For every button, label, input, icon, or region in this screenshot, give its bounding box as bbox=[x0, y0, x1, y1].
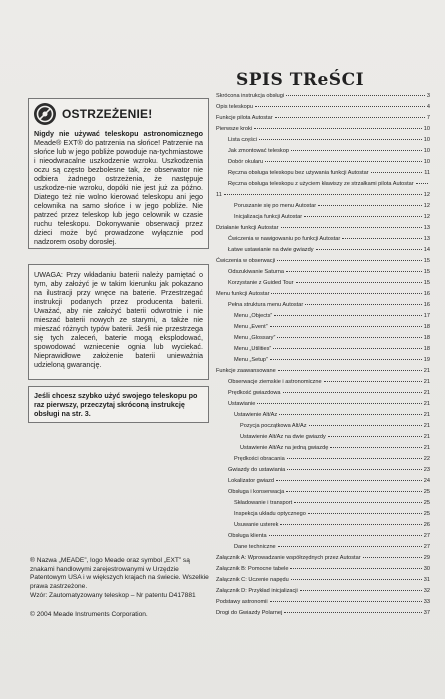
toc-entry-page: 16 bbox=[423, 291, 430, 297]
toc-entry-title: Łatwe ustawianie na dwie gwiazdy bbox=[228, 247, 314, 253]
toc-leader-dots bbox=[276, 480, 422, 481]
warning-body: Meade® EXT® do patrzenia na słońce! Patrzenie na słońce lub w jego pobliże powoduje na-tychmiastowe i nieodwracalne uszkodzenie wzroku. Uszkodzenia oczu są często bezbolesne tak, że obserwator nie odbiera żadnego ostrzeżenia, że następuje uszkodze-nie wzroku, dopóki nie jest już za późno. Diatego też nie wolno kierować teleskopu ani jego celownika na samo słońce i w jego pobliże. Nie patrzeć przez teleskop lub jego celownik w czasie ruchu teleskopu. Dokonywanie obserwacji przez dzieci może być prowadzone wyłącznie pod nadzorem osoby dorosłej. bbox=[34, 138, 203, 246]
toc-leader-dots bbox=[271, 293, 421, 294]
toc-row bbox=[216, 345, 430, 353]
toc-row bbox=[216, 609, 430, 617]
toc-entry-title: Ćwiczenia w obserwacji bbox=[216, 258, 276, 264]
toc-row bbox=[216, 334, 430, 342]
warning-title: OSTRZEŻENIE! bbox=[62, 107, 153, 121]
toc-entry-page: 13 bbox=[423, 225, 430, 231]
toc-leader-dots bbox=[363, 557, 422, 558]
toc-row bbox=[216, 246, 430, 254]
toc-row bbox=[216, 576, 430, 584]
toc-row bbox=[216, 92, 430, 100]
toc-entry-title: Opis teleskopu bbox=[216, 104, 254, 110]
toc-leader-dots bbox=[294, 502, 422, 503]
toc-leader-dots bbox=[279, 414, 422, 415]
toc-leader-dots bbox=[287, 458, 422, 459]
toc-entry-page: 32 bbox=[423, 588, 430, 594]
toc-entry-title: Działanie funkcji Autostar bbox=[216, 225, 279, 231]
toc-entry-page: 10 bbox=[423, 159, 430, 165]
toc-row bbox=[216, 202, 430, 210]
toc-entry-title: Korzystanie z Guided Tour bbox=[228, 280, 294, 286]
toc-leader-dots bbox=[277, 337, 421, 338]
toc-leader-dots bbox=[286, 271, 422, 272]
toc-leader-dots bbox=[280, 524, 421, 525]
toc-row bbox=[216, 543, 430, 551]
toc-leader-dots bbox=[265, 161, 422, 162]
toc-entry-title: Obserwacje ziemskie i astronomiczne bbox=[228, 379, 322, 385]
toc-entry-page: 7 bbox=[426, 115, 430, 121]
toc-leader-dots bbox=[275, 117, 425, 118]
toc-row bbox=[216, 433, 430, 441]
toc-leader-dots bbox=[284, 612, 422, 613]
toc-row bbox=[216, 290, 430, 298]
toc-entry-title: Menu „Glossary” bbox=[234, 335, 276, 341]
toc-entry-title: Załącznik C: Uczenie napędu bbox=[216, 577, 289, 583]
toc-entry-page: 21 bbox=[423, 412, 430, 418]
toc-row bbox=[216, 312, 430, 320]
toc-row bbox=[216, 257, 430, 265]
no-sun-warning-icon bbox=[34, 103, 56, 125]
quick-start-note: Jeśli chcesz szybko użyć swojego teleskopu po raz pierwszy, przeczytaj skróconą instrukcję obsługi na str. 3. bbox=[28, 386, 209, 423]
warning-header bbox=[34, 103, 203, 125]
toc-entry-title: Pierwsze kroki bbox=[216, 126, 253, 132]
toc-row bbox=[216, 191, 430, 199]
toc-entry-title: Menu „Event” bbox=[234, 324, 268, 330]
toc-leader-dots bbox=[330, 447, 421, 448]
toc-leader-dots bbox=[281, 227, 422, 228]
toc-leader-dots bbox=[290, 568, 421, 569]
toc-entry-page: 4 bbox=[426, 104, 430, 110]
toc-entry-title: Drogi do Gwiazdy Polarnej bbox=[216, 610, 283, 616]
toc-row bbox=[216, 400, 430, 408]
toc-entry-page: 18 bbox=[423, 335, 430, 341]
toc-entry-page: 21 bbox=[423, 434, 430, 440]
toc-entry-title: Załącznik D: Przykład inicjalizacji bbox=[216, 588, 298, 594]
toc-entry-page: 27 bbox=[423, 544, 430, 550]
toc-entry-title: Skrócona instrukcja obsługi bbox=[216, 93, 285, 99]
toc-entry-title: Funkcje zaawansowane bbox=[216, 368, 276, 374]
toc-entry-title: Menu „Objects” bbox=[234, 313, 273, 319]
toc-entry-title: Menu funkcji Autostar bbox=[216, 291, 270, 297]
toc-row bbox=[216, 268, 430, 276]
toc-leader-dots bbox=[273, 348, 421, 349]
toc-leader-dots bbox=[416, 183, 428, 184]
toc-row bbox=[216, 301, 430, 309]
toc-leader-dots bbox=[269, 535, 422, 536]
warning-box bbox=[28, 98, 209, 249]
toc-row bbox=[216, 477, 430, 485]
toc-leader-dots bbox=[224, 194, 422, 195]
no-sun-warning-icon-svg bbox=[36, 105, 54, 123]
toc-entry-title: Usuwanie usterek bbox=[234, 522, 279, 528]
toc-entry-title: Lokalizator gwiazd bbox=[228, 478, 275, 484]
toc-entry-page: 29 bbox=[423, 555, 430, 561]
toc-entry-title: Inicjalizacja funkcji Autostar bbox=[234, 214, 303, 220]
patent-note: Wzór: Zautomatyzowany teleskop – Nr patentu D417881 bbox=[30, 592, 196, 599]
toc-entry-page: 21 bbox=[423, 401, 430, 407]
toc-entry-title: Ręczna obsługa teleskopu bez używania funkcji Autostar bbox=[228, 170, 369, 176]
toc-leader-dots bbox=[291, 150, 422, 151]
toc-entry-title: Prędkości obracania bbox=[234, 456, 285, 462]
toc-entry-title: Menu „Setup” bbox=[234, 357, 268, 363]
toc-leader-dots bbox=[291, 579, 422, 580]
toc-entry-title: Menu „Utilities” bbox=[234, 346, 272, 352]
toc-entry-page: 10 bbox=[423, 126, 430, 132]
toc-entry-title: Ustawienie Alt/Az bbox=[234, 412, 278, 418]
toc-entry-page: 25 bbox=[423, 511, 430, 517]
toc-entry-page: 14 bbox=[423, 247, 430, 253]
toc-entry-page: 37 bbox=[423, 610, 430, 616]
toc-entry-page: 15 bbox=[423, 280, 430, 286]
toc-row bbox=[216, 224, 430, 232]
toc-entry-page: 25 bbox=[423, 500, 430, 506]
warning-text bbox=[34, 129, 203, 246]
toc-row bbox=[216, 378, 430, 386]
toc-leader-dots bbox=[342, 238, 422, 239]
toc-entry-title: Dane techniczne bbox=[234, 544, 276, 550]
toc-row bbox=[216, 323, 430, 331]
toc-entry-title: Pełna struktura menu Autostar bbox=[228, 302, 304, 308]
toc-leader-dots bbox=[255, 106, 425, 107]
toc-leader-dots bbox=[270, 601, 422, 602]
toc-row bbox=[216, 444, 430, 452]
toc-entry-page: 23 bbox=[423, 467, 430, 473]
toc-leader-dots bbox=[316, 249, 422, 250]
toc-leader-dots bbox=[287, 469, 422, 470]
toc-entry-page: 30 bbox=[423, 566, 430, 572]
toc-entry-page: 26 bbox=[423, 522, 430, 528]
toc-leader-dots bbox=[308, 513, 422, 514]
toc-row bbox=[216, 114, 430, 122]
toc-entry-title: Załącznik B: Pomocne tabele bbox=[216, 566, 289, 572]
toc-entry-title: Ustawienie Alt/Az na jedną gwiazdę bbox=[240, 445, 329, 451]
toc-entry-title: Pozycja początkowa Alt/Az bbox=[240, 423, 307, 429]
toc-entry-page: 15 bbox=[423, 269, 430, 275]
warning-line1: Nigdy nie używać teleskopu astronomicznego bbox=[34, 129, 203, 138]
toc-entry-page: 19 bbox=[423, 357, 430, 363]
toc-entry-page: 13 bbox=[423, 236, 430, 242]
toc-row bbox=[216, 532, 430, 540]
toc-entry-page: 21 bbox=[423, 379, 430, 385]
toc-row bbox=[216, 180, 430, 188]
toc-row bbox=[216, 510, 430, 518]
toc-leader-dots bbox=[277, 260, 422, 261]
toc-row bbox=[216, 422, 430, 430]
toc-entry-title: Poruszanie się po menu Autostar bbox=[234, 203, 317, 209]
toc-row bbox=[216, 235, 430, 243]
toc-row bbox=[216, 521, 430, 529]
trademark-note: ® Nazwa „MEADE”, logo Meade oraz symbol „EXT” są znakami handlowymi zarejestrowanymi w Urzędzie Patentowym USA i w większych krajach na świecie. Wszelkie prawa zastrzeżone. bbox=[30, 557, 209, 590]
toc-row bbox=[216, 466, 430, 474]
toc-row bbox=[216, 136, 430, 144]
toc-row bbox=[216, 213, 430, 221]
toc-entry-page: 10 bbox=[423, 137, 430, 143]
toc-entry-title: Obsługa klienta bbox=[228, 533, 267, 539]
toc-leader-dots bbox=[283, 392, 422, 393]
toc-row bbox=[216, 554, 430, 562]
toc-leader-dots bbox=[259, 139, 422, 140]
toc-row bbox=[216, 103, 430, 111]
toc-leader-dots bbox=[324, 381, 422, 382]
toc-leader-dots bbox=[270, 359, 422, 360]
toc-entry-page: 3 bbox=[426, 93, 430, 99]
toc-row bbox=[216, 499, 430, 507]
toc-leader-dots bbox=[254, 128, 422, 129]
toc-entry-page: 24 bbox=[423, 478, 430, 484]
toc-row bbox=[216, 598, 430, 606]
toc-entry-title: Ustawianie bbox=[228, 401, 256, 407]
toc-entry-title: Inspekcja układu optycznego bbox=[234, 511, 306, 517]
toc-entry-page: 15 bbox=[423, 258, 430, 264]
toc-entry-page: 21 bbox=[423, 368, 430, 374]
toc-row bbox=[216, 125, 430, 133]
toc-entry-title: Ćwiczenia w nawigowaniu po funkcji Autostar bbox=[228, 236, 341, 242]
battery-note: UWAGA: Przy wkładaniu baterii należy pamiętać o tym, aby założyć je w takim kierunku jak pokazano na ilustracji przy wnęce na baterie. Przestrzegać instrukcji podanych przez producenta baterii. Uważać, aby nie założyć baterii odwrotnie i nie mieszać baterii nowych ze starymi, a także nie mieszać różnych typów baterii. Jeśli nie przestrzega się tych zaleceń, baterie mogą eksplodować, spowodować wzniecenie ognia lub wyciekać. Nieprawidłowe założenie baterii unieważnia udzieloną gwarancję. bbox=[28, 264, 209, 380]
toc-entry-page: 12 bbox=[423, 203, 430, 209]
toc-entry-title: Prędkość gwiazdowa bbox=[228, 390, 281, 396]
toc-row bbox=[216, 455, 430, 463]
toc-leader-dots bbox=[371, 172, 423, 173]
toc-entry-page: 12 bbox=[423, 214, 430, 220]
toc-row bbox=[216, 488, 430, 496]
toc-entry-page: 31 bbox=[423, 577, 430, 583]
toc-leader-dots bbox=[328, 436, 422, 437]
toc-entry-page: 22 bbox=[423, 456, 430, 462]
toc-leader-dots bbox=[305, 304, 422, 305]
toc-leader-dots bbox=[257, 403, 421, 404]
toc-row bbox=[216, 389, 430, 397]
toc-entry-title: Ręczna obsługa teleskopu z użyciem kławiszy ze strzałkami pilota Autostar bbox=[228, 181, 414, 187]
toc-row bbox=[216, 367, 430, 375]
toc-row bbox=[216, 158, 430, 166]
toc-entry-title: Podstawy astronomii bbox=[216, 599, 268, 605]
toc-leader-dots bbox=[304, 216, 422, 217]
toc-entry-title: Obsługa i konserwacja bbox=[228, 489, 285, 495]
toc-row bbox=[216, 411, 430, 419]
toc-entry-page: 18 bbox=[423, 324, 430, 330]
toc-entry-title: Gwiazdy do ustawiania bbox=[228, 467, 286, 473]
toc-leader-dots bbox=[270, 326, 422, 327]
toc-leader-dots bbox=[274, 315, 422, 316]
toc-entry-title: Ustawienie Alt/Az na dwie gwiazdy bbox=[240, 434, 326, 440]
toc-entry-page: 21 bbox=[423, 423, 430, 429]
toc-entry-page: 21 bbox=[423, 390, 430, 396]
toc-entry-title: Załącznik A: Wprowadzanie współrzędnych przez Autostar bbox=[216, 555, 361, 561]
toc-leader-dots bbox=[296, 282, 422, 283]
toc-entry-page: 33 bbox=[423, 599, 430, 605]
toc-row bbox=[216, 147, 430, 155]
toc-entry-title: Funkcje pilota Autostar bbox=[216, 115, 273, 121]
toc-entry-page: 17 bbox=[423, 313, 430, 319]
toc-leader-dots bbox=[286, 95, 425, 96]
toc-leader-dots bbox=[286, 491, 421, 492]
toc-entry-page: 12 bbox=[423, 192, 430, 198]
toc-entry-page: 11 bbox=[424, 170, 430, 176]
toc-entry-page: 10 bbox=[423, 148, 430, 154]
toc-entry-page: 25 bbox=[423, 489, 430, 495]
toc-title: SPIS TReŚCI bbox=[236, 70, 365, 90]
toc-entry-title: Dobór okularu bbox=[228, 159, 264, 165]
toc-leader-dots bbox=[278, 370, 422, 371]
toc-row bbox=[216, 565, 430, 573]
toc-entry-title: Jak zmontować teleskop bbox=[228, 148, 289, 154]
toc-row bbox=[216, 279, 430, 287]
toc-entry-title: 11 bbox=[216, 192, 222, 198]
toc-entry-page: 27 bbox=[423, 533, 430, 539]
toc-entry-page: 16 bbox=[423, 302, 430, 308]
toc-entry-page: 18 bbox=[423, 346, 430, 352]
toc-row bbox=[216, 587, 430, 595]
toc-leader-dots bbox=[300, 590, 422, 591]
toc-leader-dots bbox=[278, 546, 422, 547]
toc-leader-dots bbox=[318, 205, 422, 206]
copyright-note: © 2004 Meade Instruments Corporation. bbox=[30, 611, 148, 618]
toc-leader-dots bbox=[309, 425, 422, 426]
toc-entry-title: Składowanie i transport bbox=[234, 500, 293, 506]
toc-entry-title: Lista części bbox=[228, 137, 257, 143]
toc-row bbox=[216, 356, 430, 364]
toc-entry-page: 21 bbox=[423, 445, 430, 451]
toc-entry-title: Odszukiwanie Saturna bbox=[228, 269, 284, 275]
toc-row bbox=[216, 169, 430, 177]
